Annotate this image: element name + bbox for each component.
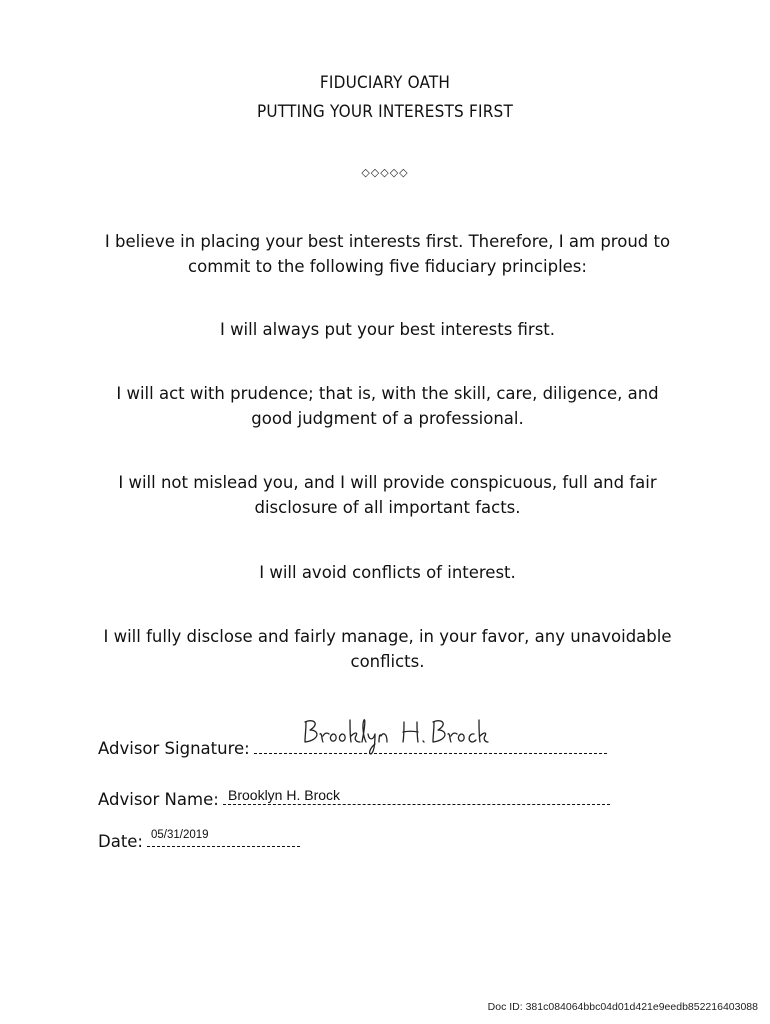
signature-text: Brooklyn H. Brock xyxy=(300,712,309,713)
principle-3: I will not mislead you, and I will provide conspicuous, full and fair disclosure of all important facts. xyxy=(118,473,657,517)
date-value: 05/31/2019 xyxy=(151,829,209,841)
advisor-name-value: Brooklyn H. Brock xyxy=(228,787,341,803)
name-label: Advisor Name: xyxy=(98,790,219,809)
document-subtitle: PUTTING YOUR INTERESTS FIRST xyxy=(256,102,513,122)
principle-1: I will always put your best interests first. xyxy=(219,320,556,339)
handwritten-signature xyxy=(300,712,490,756)
signature-label: Advisor Signature: xyxy=(98,739,250,758)
principle-2: I will act with prudence; that is, with the skill, care, diligence, and good judgment of a professional. xyxy=(116,384,659,428)
document-title: FIDUCIARY OATH xyxy=(319,73,451,93)
doc-id: Doc ID: 381c084064bbc04d01d421e9eedb852216403088 xyxy=(487,1001,758,1013)
diamond-ornament-icon: ◇◇◇◇◇ xyxy=(361,166,409,179)
principle-5: I will fully disclose and fairly manage, in your favor, any unavoidable conflicts. xyxy=(103,627,672,671)
name-row xyxy=(98,790,610,809)
principle-4: I will avoid conflicts of interest. xyxy=(259,563,516,582)
intro-paragraph: I believe in placing your best interests first. Therefore, I am proud to commit to the following five fiduciary principles: xyxy=(104,232,671,276)
date-label: Date: xyxy=(98,832,143,851)
